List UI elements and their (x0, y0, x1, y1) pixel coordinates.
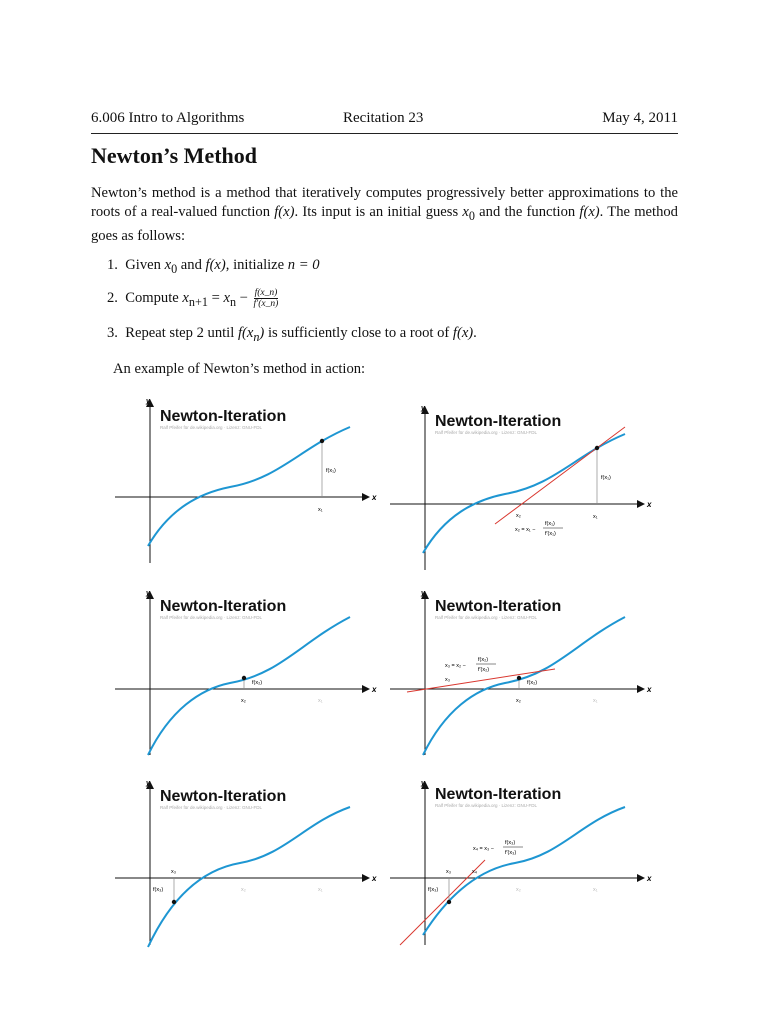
recitation-label: Recitation 23 (343, 110, 424, 126)
date-label: May 4, 2011 (602, 110, 678, 126)
newton-panel-2 (385, 400, 665, 575)
newton-formula-lhs: x₄ = x₃ − (473, 846, 494, 852)
newton-panel-4 (385, 585, 665, 760)
course-name: 6.006 Intro to Algorithms (91, 110, 245, 126)
panel-credit: Ralf Pfeifer für de.wikipedia.org · Lizenz: GNU-FDL (160, 805, 263, 810)
panel-title: Newton-Iteration (435, 786, 562, 803)
function-curve (423, 807, 625, 935)
panel-title: Newton-Iteration (435, 598, 562, 615)
panel-title: Newton-Iteration (435, 413, 562, 430)
fx-label: f(x₃) (153, 887, 164, 893)
newton-formula-lhs: x₃ = x₂ − (445, 663, 466, 669)
x3-label: x₃ (171, 869, 176, 875)
fx-label: f(x₂) (527, 680, 538, 686)
curve-point (242, 676, 246, 680)
x1-label: x₁ (318, 507, 323, 513)
newton-formula-num: f(x₁) (545, 521, 555, 527)
newton-formula-num: f(x₂) (478, 657, 489, 663)
x1-label: x₁ (593, 514, 598, 520)
panel-title: Newton-Iteration (160, 788, 287, 805)
panel-credit: Ralf Pfeifer für de.wikipedia.org · Lizenz: GNU-FDL (435, 615, 538, 620)
x-axis-label: x (647, 685, 652, 694)
x2-label: x₂ (241, 887, 246, 893)
curve-point (447, 900, 451, 904)
y-axis-label: y (421, 405, 425, 412)
function-curve (148, 427, 350, 546)
newton-panel-1 (110, 393, 390, 568)
intro-paragraph: Newton’s method is a method that iteratively computes progressively better approximations to the roots of a real-valued function f(x). Its input is an initial guess $x_0$ and the function f(x). The method goes as follows: (91, 185, 678, 244)
function-curve (148, 807, 350, 947)
x-axis-label: x (647, 500, 652, 509)
newton-panel-5 (110, 775, 390, 950)
x4-label: x₄ (472, 869, 477, 875)
x1-label: x₁ (318, 698, 323, 704)
x1-label: x₁ (318, 887, 323, 893)
newton-formula-den: f′(x₂) (478, 667, 490, 673)
x1-label: x₁ (593, 698, 598, 704)
newton-formula-lhs: x₂ = x₁ − (515, 527, 536, 533)
curve-point (517, 676, 521, 680)
x2-label: x₂ (241, 698, 246, 704)
y-axis-label: y (146, 780, 150, 787)
newton-formula-den: f′(x₃) (505, 850, 517, 856)
function-curve (423, 617, 625, 755)
x-axis-label: x (372, 685, 377, 694)
y-axis-label: y (146, 590, 150, 597)
x3-label: x₃ (446, 869, 451, 875)
page-header (91, 110, 678, 132)
fx-label: f(x₁) (326, 468, 336, 474)
x2-label: x₂ (516, 887, 521, 893)
y-axis-label: y (421, 780, 425, 787)
panel-title: Newton-Iteration (160, 598, 287, 615)
curve-point (320, 439, 324, 443)
curve-point (595, 446, 599, 450)
x-axis-label: x (647, 874, 652, 883)
function-curve (423, 434, 625, 553)
x-arrow-icon (637, 500, 645, 508)
x2-label: x₂ (516, 513, 521, 519)
x-axis-label: x (372, 493, 377, 502)
step-1: 1. Given $x_0$ and f(x), initialize n = 0 (107, 257, 320, 276)
step-2: 2. Compute $x_{n+1} = x_n$ − $\frac{f(x\_n)}{f'(x\_n)}$ (107, 288, 279, 309)
curve-point (172, 900, 176, 904)
newton-formula-den: f′(x₁) (545, 531, 556, 537)
x-arrow-icon (362, 874, 370, 882)
x1-label: x₁ (593, 887, 598, 893)
function-curve (148, 617, 350, 755)
step-2-fraction: $\frac{f(x\_n)}{f'(x\_n)}$ (253, 288, 279, 309)
x3-label: x₃ (445, 677, 450, 683)
y-axis-label: y (421, 590, 425, 597)
x-axis-label: x (372, 874, 377, 883)
example-caption: An example of Newton’s method in action: (113, 361, 366, 377)
panel-credit: Ralf Pfeifer für de.wikipedia.org · Lizenz: GNU-FDL (160, 615, 263, 620)
step-3: 3. Repeat step 2 until $f(x_n)$ is sufficiently close to a root of f(x). (107, 325, 477, 344)
page-title: Newton’s Method (91, 143, 257, 168)
panel-credit: Ralf Pfeifer für de.wikipedia.org · Lizenz: GNU-FDL (435, 803, 538, 808)
newton-panel-3 (110, 585, 390, 760)
panel-title: Newton-Iteration (160, 408, 287, 425)
panel-credit: Ralf Pfeifer für de.wikipedia.org · Lizenz: GNU-FDL (435, 430, 538, 435)
newton-formula-num: f(x₃) (505, 840, 516, 846)
x-arrow-icon (637, 874, 645, 882)
fx-label: f(x₂) (252, 680, 263, 686)
newton-panel-6 (385, 775, 665, 950)
y-axis-label: y (146, 398, 150, 405)
x-arrow-icon (362, 493, 370, 501)
fx-label: f(x₁) (601, 475, 611, 481)
panel-credit: Ralf Pfeifer für de.wikipedia.org · Lizenz: GNU-FDL (160, 425, 263, 430)
fx-label: f(x₃) (428, 887, 439, 893)
x2-label: x₂ (516, 698, 521, 704)
x-arrow-icon (362, 685, 370, 693)
header-rule (91, 133, 678, 134)
x-arrow-icon (637, 685, 645, 693)
